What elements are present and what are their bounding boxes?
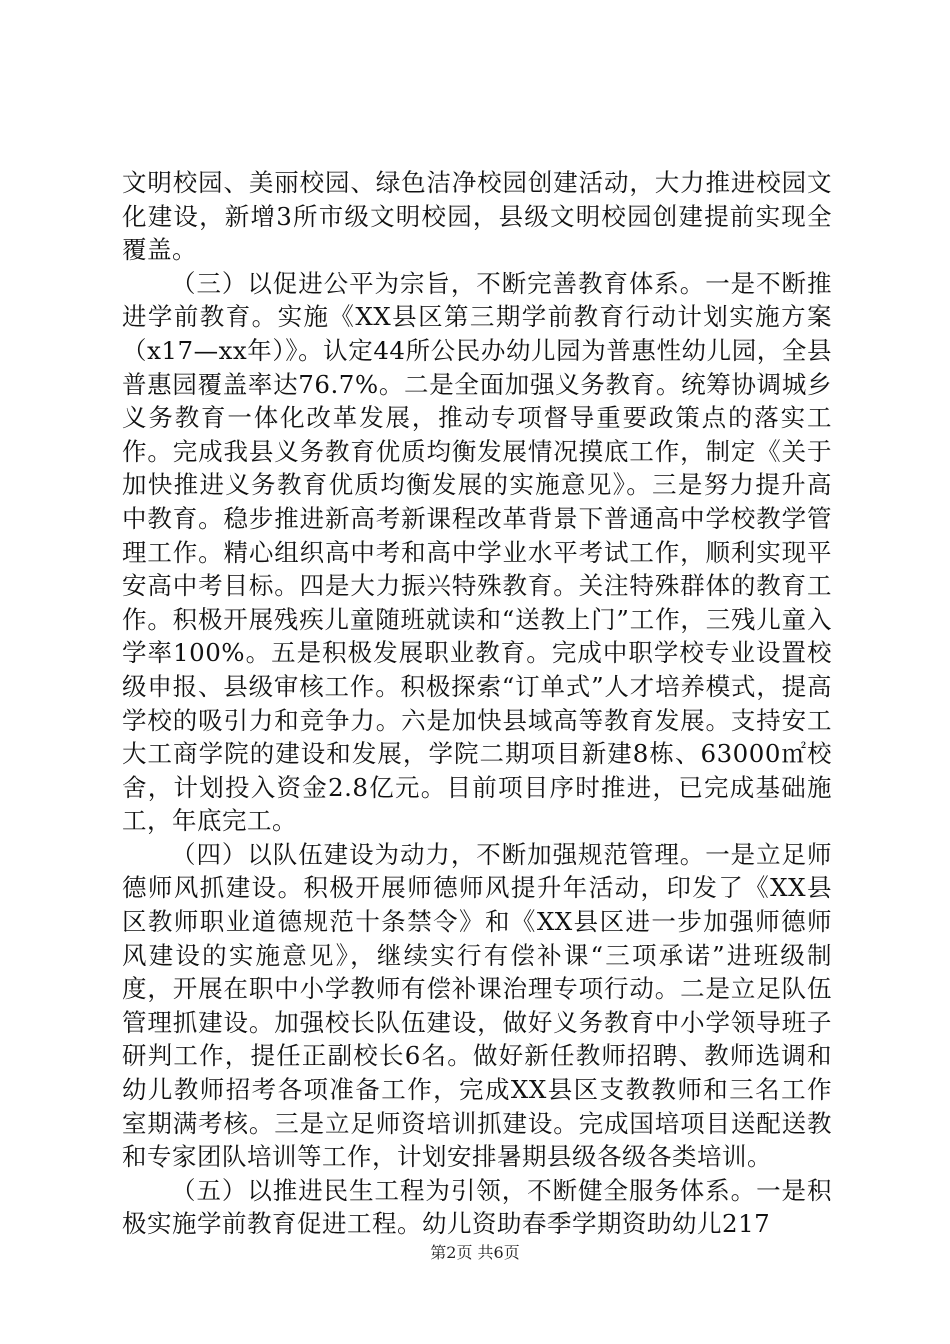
page-footer: 第2页 共6页	[430, 1243, 520, 1262]
paragraph-continuation: 文明校园、美丽校园、绿色洁净校园创建活动，大力推进校园文化建设，新增3所市级文明校园，县级文明校园创建提前实现全覆盖。	[122, 168, 832, 265]
document-body	[122, 166, 832, 1241]
paragraph-section-5: （五）以推进民生工程为引领，不断健全服务体系。一是积极实施学前教育促进工程。幼儿资助春季学期资助幼儿217	[122, 1175, 832, 1239]
paragraph-section-4: （四）以队伍建设为动力，不断加强规范管理。一是立足师德师风抓建设。积极开展师德师风提升年活动，印发了《XX县区教师职业道德规范十条禁令》和《XX县区进一步加强师德师风建设的实施意见》，继续实行有偿补课“三项承诺”进班级制度，开展在职中小学教师有偿补课治理专项行动。二是立足队伍管理抓建设。加强校长队伍建设，做好义务教育中小学领导班子研判工作，提任正副校长6名。做好新任教师招聘、教师选调和幼儿教师招考各项准备工作，完成XX县区支教教师和三名工作室期满考核。三是立足师资培训抓建设。完成国培项目送配送教和专家团队培训等工作，计划安排暑期县级各级各类培训。	[122, 839, 832, 1172]
paragraph-section-3: （三）以促进公平为宗旨，不断完善教育体系。一是不断推进学前教育。实施《XX县区第三期学前教育行动计划实施方案（x17—xx年）》。认定44所公民办幼儿园为普惠性幼儿园，全县普惠园覆盖率达76.7%。二是全面加强义务教育。统筹协调城乡义务教育一体化改革发展，推动专项督导重要政策点的落实工作。完成我县义务教育优质均衡发展情况摸底工作，制定《关于加快推进义务教育优质均衡发展的实施意见》。三是努力提升高中教育。稳步推进新高考新课程改革背景下普通高中学校教学管理工作。精心组织高中考和高中学业水平考试工作，顺利实现平安高中考目标。四是大力振兴特殊教育。关注特殊群体的教育工作。积极开展残疾儿童随班就读和“送教上门”工作，三残儿童入学率100%。五是积极发展职业教育。完成中职学校专业设置校级申报、县级审核工作。积极探索“订单式”人才培养模式，提高学校的吸引力和竞争力。六是加快县域高等教育发展。支持安工大工商学院的建设和发展，学院二期项目新建8栋、63000㎡校舍，计划投入资金2.8亿元。目前项目序时推进，已完成基础施工，年底完工。	[122, 268, 832, 836]
